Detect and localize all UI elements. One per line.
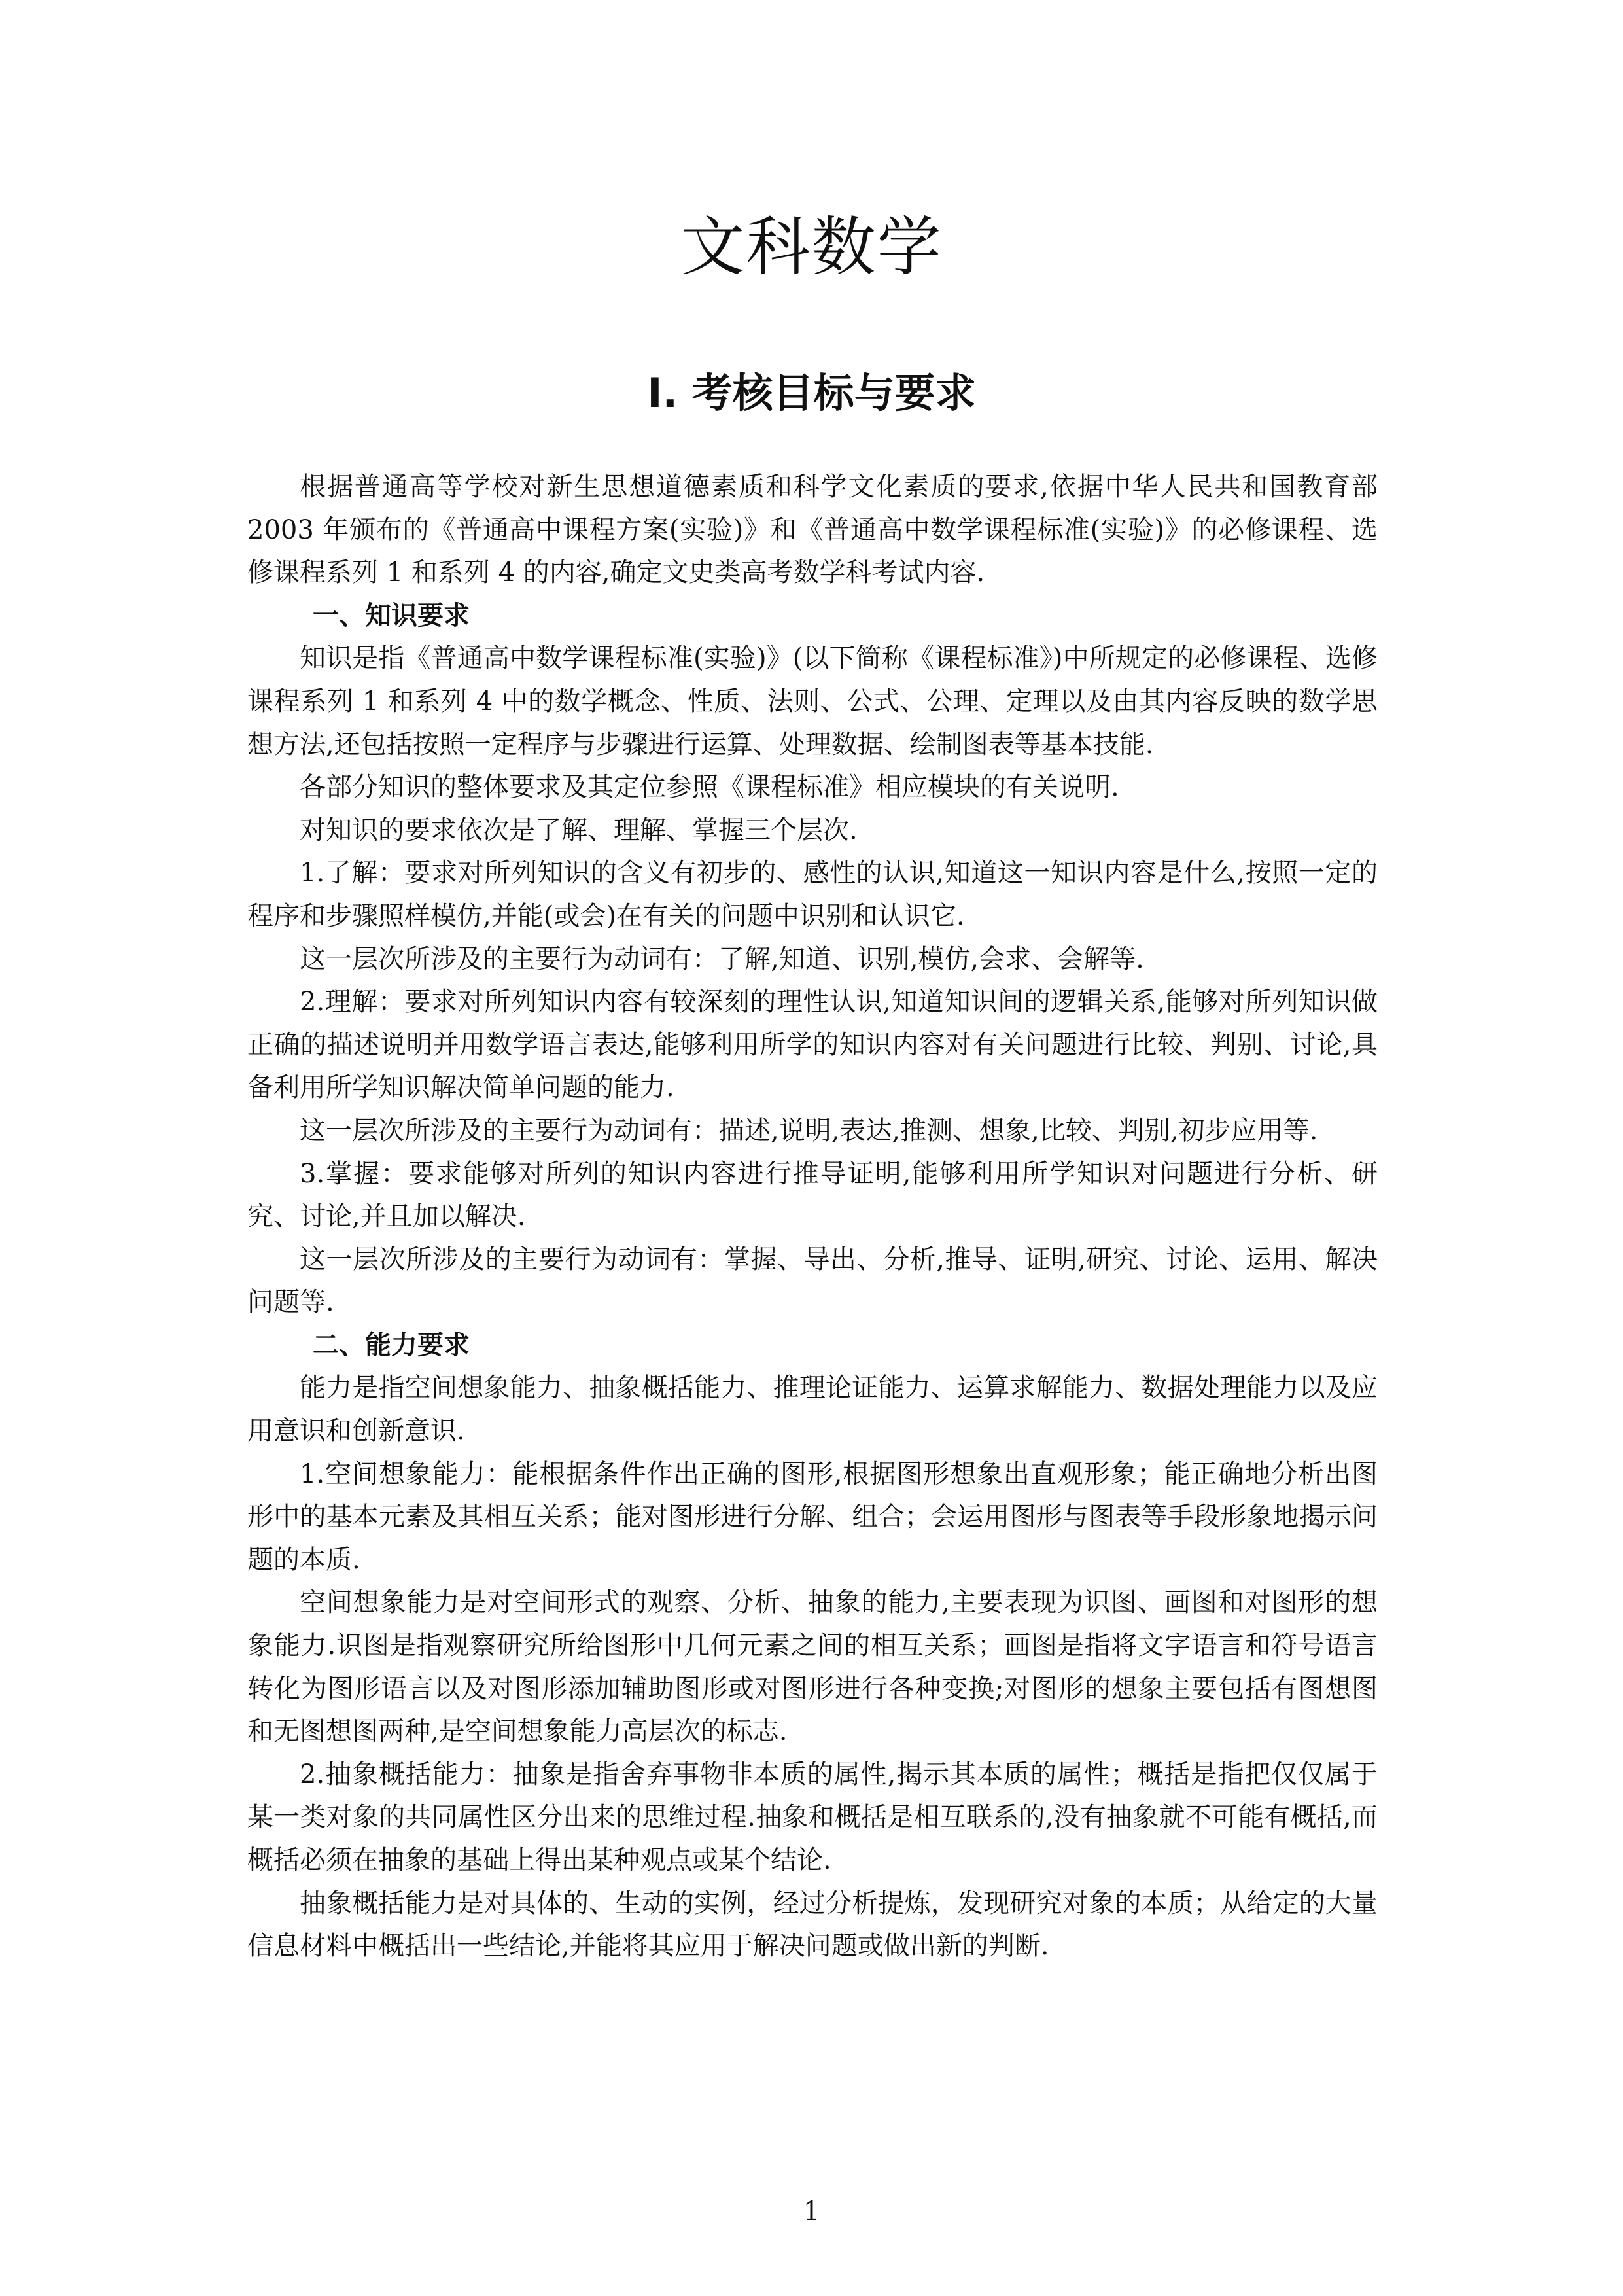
document-title: 文科数学	[680, 210, 943, 285]
knowledge-paragraph: 对知识的要求依次是了解、理解、掌握三个层次.	[300, 815, 858, 845]
knowledge-paragraph: 这一层次所涉及的主要行为动词有：掌握、导出、分析,推导、证明,研究、讨论、运用、解决问题等.	[247, 1244, 1378, 1318]
ability-paragraph: 1.空间想象能力：能根据条件作出正确的图形,根据图形想象出直观形象；能正确地分析出图形中的基本元素及其相互关系；能对图形进行分解、组合；会运用图形与图表等手段形象地揭示问题的本质.	[247, 1458, 1378, 1575]
ability-heading: 二、能力要求	[313, 1330, 470, 1360]
knowledge-paragraph: 这一层次所涉及的主要行为动词有：描述,说明,表达,推测、想象,比较、判别,初步应用等.	[300, 1115, 1318, 1146]
knowledge-paragraph: 3.掌握：要求能够对所列的知识内容进行推导证明,能够利用所学知识对问题进行分析、研究、讨论,并且加以解决.	[247, 1158, 1378, 1232]
intro-paragraph: 根据普通高等学校对新生思想道德素质和科学文化素质的要求,依据中华人民共和国教育部 2003 年颁布的《普通高中课程方案(实验)》和《普通高中数学课程标准(实验)》的必修课程、选修课程系列 1 和系列 4 的内容,确定文史类高考数学科考试内容.	[247, 472, 1378, 588]
ability-paragraph: 抽象概括能力是对具体的、生动的实例，经过分析提炼，发现研究对象的本质；从给定的大量信息材料中概括出一些结论,并能将其应用于解决问题或做出新的判断.	[247, 1888, 1378, 1962]
ability-paragraph: 能力是指空间想象能力、抽象概括能力、推理论证能力、运算求解能力、数据处理能力以及应用意识和创新意识.	[247, 1373, 1378, 1447]
ability-paragraph: 空间想象能力是对空间形式的观察、分析、抽象的能力,主要表现为识图、画图和对图形的想象能力.识图是指观察研究所给图形中几何元素之间的相互关系；画图是指将文字语言和符号语言转化为图形语言以及对图形添加辅助图形或对图形进行各种变换;对图形的想象主要包括有图想图和无图想图两种,是空间想象能力高层次的标志.	[247, 1587, 1378, 1747]
knowledge-paragraph: 这一层次所涉及的主要行为动词有：了解,知道、识别,模仿,会求、会解等.	[300, 944, 1144, 974]
knowledge-heading: 一、知识要求	[313, 600, 470, 631]
knowledge-paragraph: 知识是指《普通高中数学课程标准(实验)》(以下简称《课程标准》)中所规定的必修课程、选修课程系列 1 和系列 4 中的数学概念、性质、法则、公式、公理、定理以及由其内容反映的数学思想方法,还包括按照一定程序与步骤进行运算、处理数据、绘制图表等基本技能.	[247, 643, 1378, 760]
page-number: 1	[803, 2197, 820, 2227]
knowledge-paragraph: 1.了解：要求对所列知识的含义有初步的、感性的认识,知道这一知识内容是什么,按照一定的程序和步骤照样模仿,并能(或会)在有关的问题中识别和认识它.	[247, 858, 1378, 931]
section-title: Ⅰ. 考核目标与要求	[647, 369, 976, 417]
ability-paragraph: 2.抽象概括能力：抽象是指舍弃事物非本质的属性,揭示其本质的属性；概括是指把仅仅属于某一类对象的共同属性区分出来的思维过程.抽象和概括是相互联系的,没有抽象就不可能有概括,而概括必须在抽象的基础上得出某种观点或某个结论.	[247, 1759, 1378, 1875]
knowledge-paragraph: 各部分知识的整体要求及其定位参照《课程标准》相应模块的有关说明.	[300, 772, 1119, 803]
knowledge-paragraph: 2.理解：要求对所列知识内容有较深刻的理性认识,知道知识间的逻辑关系,能够对所列知识做正确的描述说明并用数学语言表达,能够利用所学的知识内容对有关问题进行比较、判别、讨论,具备利用所学知识解决简单问题的能力.	[247, 987, 1378, 1103]
document-body	[247, 466, 1378, 1968]
